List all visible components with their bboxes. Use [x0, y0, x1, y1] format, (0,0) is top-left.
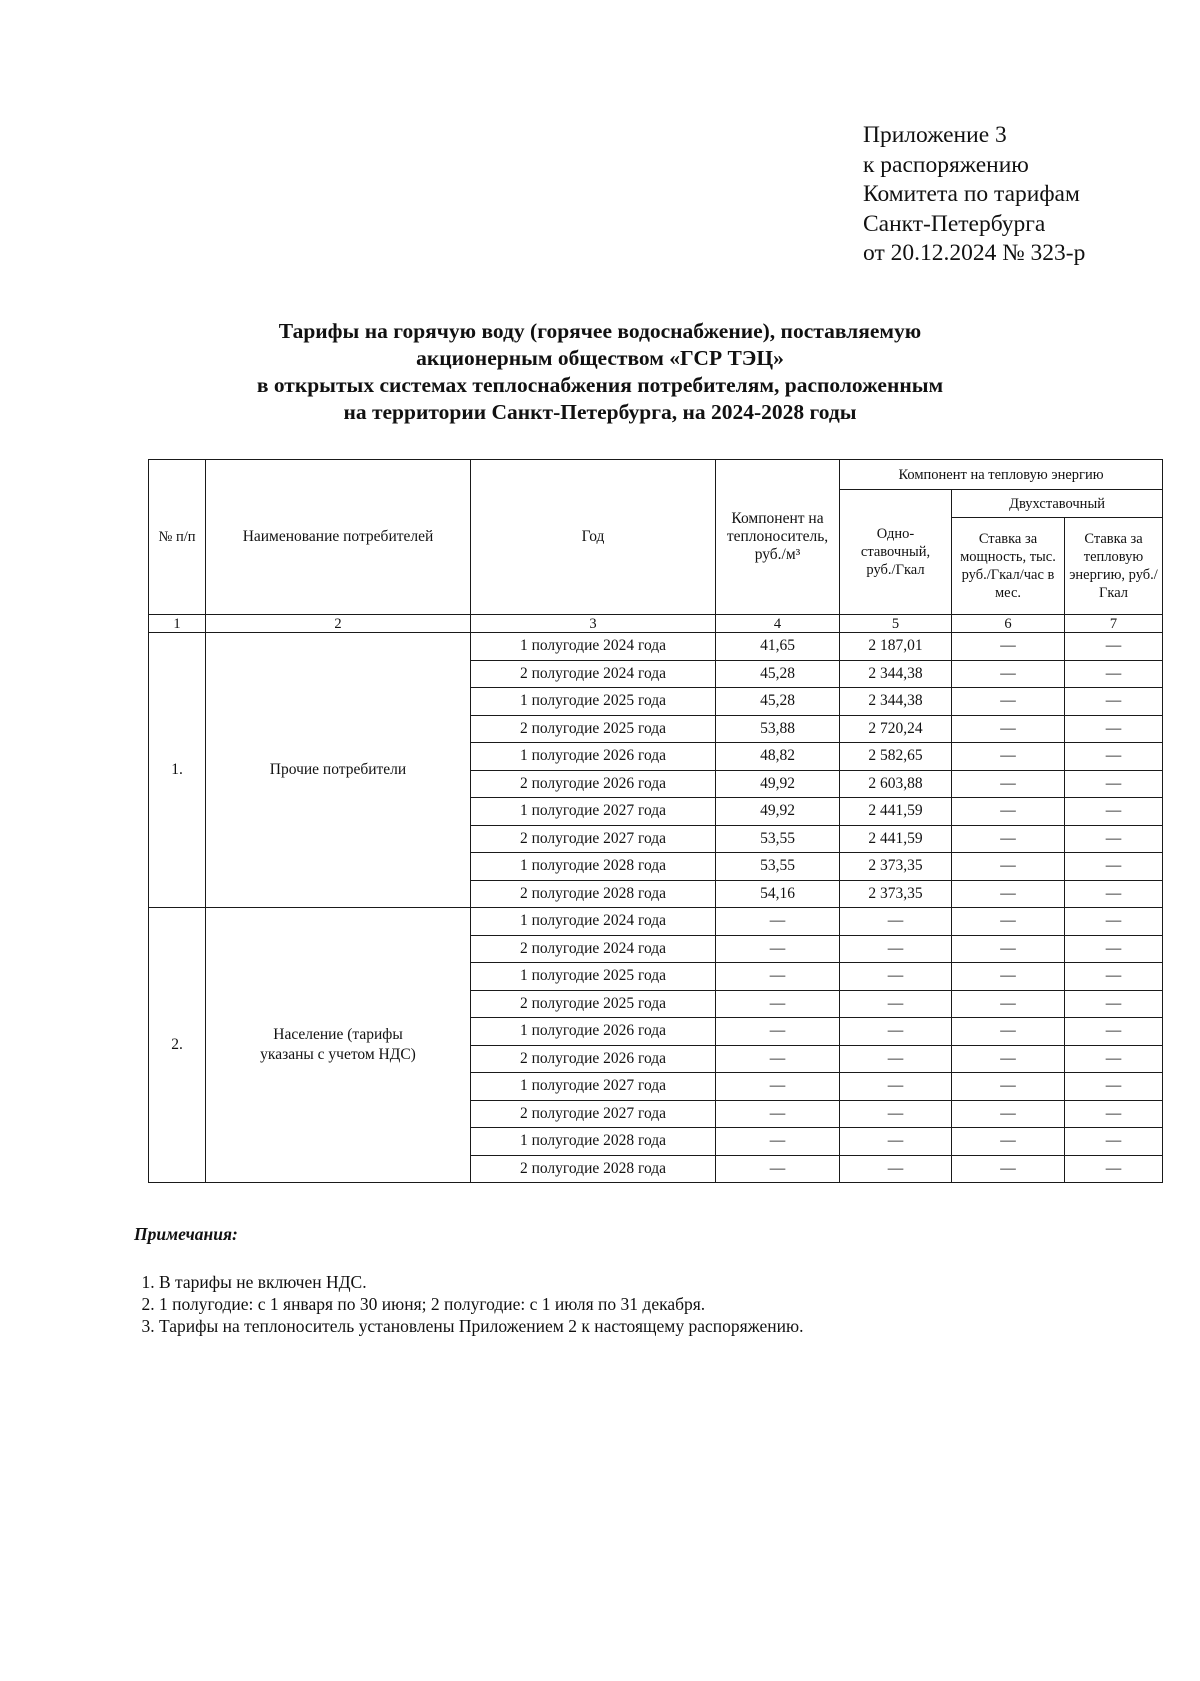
cell-group-name: Прочие потребители — [206, 633, 471, 908]
note-item: 1. В тарифы не включен НДС. — [159, 1271, 803, 1293]
cell-single-rate: — — [840, 1073, 952, 1101]
title-line: Тарифы на горячую воду (горячее водоснабжение), поставляемую — [278, 319, 922, 343]
cell-capacity-rate: — — [952, 715, 1065, 743]
cell-energy-rate: — — [1065, 1155, 1163, 1183]
cell-year: 1 полугодие 2024 года — [471, 633, 716, 661]
cell-year: 2 полугодие 2027 года — [471, 1100, 716, 1128]
appendix-line: Приложение 3 — [863, 122, 1007, 148]
table-body — [149, 633, 1163, 1183]
cell-capacity-rate: — — [952, 660, 1065, 688]
header-two-rate: Двухставочный — [952, 490, 1163, 518]
cell-energy-rate: — — [1065, 935, 1163, 963]
cell-single-rate: — — [840, 990, 952, 1018]
cell-single-rate: — — [840, 1100, 952, 1128]
cell-capacity-rate: — — [952, 935, 1065, 963]
cell-carrier: — — [716, 963, 840, 991]
cell-carrier: 45,28 — [716, 660, 840, 688]
cell-energy-rate: — — [1065, 990, 1163, 1018]
header-energy-rate: Ставка за тепловую энергию, руб./Гкал — [1065, 518, 1163, 615]
cell-year: 2 полугодие 2026 года — [471, 770, 716, 798]
title-line: акционерным обществом «ГСР ТЭЦ» — [416, 346, 784, 370]
cell-single-rate: 2 344,38 — [840, 688, 952, 716]
cell-energy-rate: — — [1065, 1128, 1163, 1156]
cell-carrier: — — [716, 1073, 840, 1101]
cell-carrier: — — [716, 1045, 840, 1073]
appendix-line: к распоряжению — [863, 151, 1029, 178]
cell-carrier: 53,88 — [716, 715, 840, 743]
notes-title: Примечания: — [134, 1224, 238, 1244]
header-single-rate: Одно-ставочный, руб./Гкал — [840, 490, 952, 615]
cell-carrier: 45,28 — [716, 688, 840, 716]
cell-year: 1 полугодие 2025 года — [471, 688, 716, 716]
cell-capacity-rate: — — [952, 798, 1065, 826]
header-heat-group: Компонент на тепловую энергию — [840, 460, 1163, 490]
cell-year: 2 полугодие 2027 года — [471, 825, 716, 853]
cell-year: 2 полугодие 2025 года — [471, 715, 716, 743]
cell-single-rate: 2 603,88 — [840, 770, 952, 798]
cell-energy-rate: — — [1065, 660, 1163, 688]
cell-year: 1 полугодие 2026 года — [471, 1018, 716, 1046]
cell-energy-rate: — — [1065, 908, 1163, 936]
cell-capacity-rate: — — [952, 880, 1065, 908]
cell-capacity-rate: — — [952, 1045, 1065, 1073]
cell-energy-rate: — — [1065, 963, 1163, 991]
cell-carrier: 48,82 — [716, 743, 840, 771]
cell-year: 2 полугодие 2026 года — [471, 1045, 716, 1073]
appendix-line: Комитета по тарифам — [863, 181, 1080, 207]
cell-carrier: 53,55 — [716, 853, 840, 881]
cell-carrier: — — [716, 1100, 840, 1128]
column-number: 2 — [206, 615, 471, 633]
cell-carrier: 49,92 — [716, 798, 840, 826]
cell-carrier: — — [716, 1155, 840, 1183]
cell-energy-rate: — — [1065, 1018, 1163, 1046]
appendix-line: Санкт-Петербурга — [863, 210, 1046, 237]
cell-capacity-rate: — — [952, 770, 1065, 798]
cell-capacity-rate: — — [952, 853, 1065, 881]
cell-carrier: — — [716, 908, 840, 936]
cell-energy-rate: — — [1065, 715, 1163, 743]
cell-year: 1 полугодие 2028 года — [471, 853, 716, 881]
cell-capacity-rate: — — [952, 1155, 1065, 1183]
table-header — [149, 460, 1163, 633]
note-item: 3. Тарифы на теплоноситель установлены Приложением 2 к настоящему распоряжению. — [159, 1315, 803, 1337]
cell-year: 1 полугодие 2027 года — [471, 798, 716, 826]
tariff-table — [148, 459, 1163, 1183]
title-line: на территории Санкт-Петербурга, на 2024-2028 годы — [343, 400, 857, 424]
column-number: 3 — [471, 615, 716, 633]
cell-single-rate: 2 187,01 — [840, 633, 952, 661]
cell-group-name: Население (тарифы указаны с учетом НДС) — [206, 908, 471, 1183]
cell-capacity-rate: — — [952, 688, 1065, 716]
cell-energy-rate: — — [1065, 633, 1163, 661]
cell-capacity-rate: — — [952, 633, 1065, 661]
notes-list — [134, 1271, 803, 1337]
cell-energy-rate: — — [1065, 1045, 1163, 1073]
cell-carrier: — — [716, 1018, 840, 1046]
cell-capacity-rate: — — [952, 825, 1065, 853]
column-number: 7 — [1065, 615, 1163, 633]
cell-year: 2 полугодие 2028 года — [471, 880, 716, 908]
title-line: в открытых системах теплоснабжения потребителям, расположенным — [256, 373, 944, 397]
cell-energy-rate: — — [1065, 853, 1163, 881]
cell-single-rate: 2 441,59 — [840, 825, 952, 853]
table-row — [149, 908, 1163, 936]
cell-capacity-rate: — — [952, 908, 1065, 936]
cell-capacity-rate: — — [952, 743, 1065, 771]
cell-single-rate: — — [840, 1045, 952, 1073]
cell-group-num: 2. — [149, 908, 206, 1183]
table-row — [149, 633, 1163, 661]
cell-year: 1 полугодие 2026 года — [471, 743, 716, 771]
column-number-row — [149, 615, 1163, 633]
cell-capacity-rate: — — [952, 990, 1065, 1018]
cell-single-rate: 2 441,59 — [840, 798, 952, 826]
cell-single-rate: — — [840, 1018, 952, 1046]
cell-group-num: 1. — [149, 633, 206, 908]
cell-year: 2 полугодие 2024 года — [471, 935, 716, 963]
column-number: 6 — [952, 615, 1065, 633]
cell-capacity-rate: — — [952, 963, 1065, 991]
document-title — [150, 318, 1050, 426]
cell-energy-rate: — — [1065, 825, 1163, 853]
cell-carrier: 54,16 — [716, 880, 840, 908]
cell-single-rate: 2 373,35 — [840, 880, 952, 908]
cell-capacity-rate: — — [952, 1018, 1065, 1046]
appendix-line: от 20.12.2024 № 323-р — [863, 240, 1086, 266]
header-year: Год — [471, 460, 716, 615]
cell-single-rate: 2 582,65 — [840, 743, 952, 771]
cell-carrier: — — [716, 990, 840, 1018]
cell-energy-rate: — — [1065, 770, 1163, 798]
cell-energy-rate: — — [1065, 798, 1163, 826]
header-num: № п/п — [149, 460, 206, 615]
column-number: 1 — [149, 615, 206, 633]
cell-carrier: 41,65 — [716, 633, 840, 661]
cell-single-rate: — — [840, 1155, 952, 1183]
header-carrier: Компонент на теплоноситель, руб./м³ — [716, 460, 840, 615]
column-number: 4 — [716, 615, 840, 633]
header-capacity-rate: Ставка за мощность, тыс. руб./Гкал/час в мес. — [952, 518, 1065, 615]
cell-single-rate: 2 344,38 — [840, 660, 952, 688]
cell-capacity-rate: — — [952, 1100, 1065, 1128]
notes-section — [134, 1223, 803, 1337]
cell-energy-rate: — — [1065, 743, 1163, 771]
cell-year: 1 полугодие 2028 года — [471, 1128, 716, 1156]
cell-energy-rate: — — [1065, 688, 1163, 716]
cell-single-rate: — — [840, 963, 952, 991]
column-number: 5 — [840, 615, 952, 633]
cell-single-rate: — — [840, 935, 952, 963]
appendix-block — [863, 121, 1085, 269]
cell-capacity-rate: — — [952, 1073, 1065, 1101]
cell-single-rate: 2 373,35 — [840, 853, 952, 881]
cell-carrier: 49,92 — [716, 770, 840, 798]
cell-year: 1 полугодие 2024 года — [471, 908, 716, 936]
cell-year: 1 полугодие 2027 года — [471, 1073, 716, 1101]
cell-energy-rate: — — [1065, 880, 1163, 908]
cell-carrier: 53,55 — [716, 825, 840, 853]
cell-single-rate: 2 720,24 — [840, 715, 952, 743]
cell-single-rate: — — [840, 1128, 952, 1156]
cell-capacity-rate: — — [952, 1128, 1065, 1156]
cell-year: 2 полугодие 2024 года — [471, 660, 716, 688]
cell-year: 1 полугодие 2025 года — [471, 963, 716, 991]
cell-carrier: — — [716, 935, 840, 963]
cell-year: 2 полугодие 2028 года — [471, 1155, 716, 1183]
note-item: 2. 1 полугодие: с 1 января по 30 июня; 2 полугодие: с 1 июля по 31 декабря. — [159, 1293, 803, 1315]
cell-year: 2 полугодие 2025 года — [471, 990, 716, 1018]
header-consumer: Наименование потребителей — [206, 460, 471, 615]
cell-carrier: — — [716, 1128, 840, 1156]
cell-energy-rate: — — [1065, 1073, 1163, 1101]
cell-energy-rate: — — [1065, 1100, 1163, 1128]
cell-single-rate: — — [840, 908, 952, 936]
